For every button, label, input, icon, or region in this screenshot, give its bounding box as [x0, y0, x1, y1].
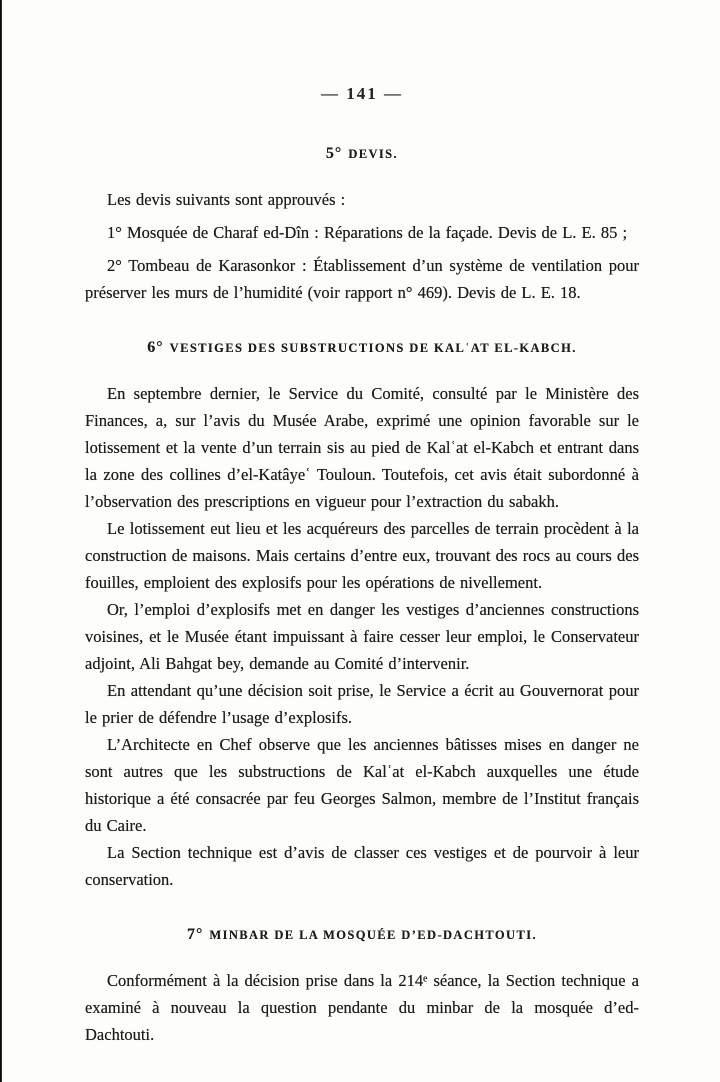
paragraph: La Section technique est d’avis de classer ces vestiges et de pourvoir à leur conservation. [85, 843, 639, 889]
paragraph: En attendant qu’une décision soit prise, le Service a écrit au Gouvernorat pour le prier de défendre l’usage d’explosifs. [85, 681, 639, 727]
paragraph: Conformément à la décision prise dans la 214ᵉ séance, la Section technique a examiné à nouveau la question pendante du minbar de la mosquée d’ed-Dachtouti. [85, 971, 639, 1044]
paragraph: Or, l’emploi d’explosifs met en danger les vestiges d’anciennes constructions voisines, et le Musée étant impuissant à faire cesser leur emploi, le Conservateur adjoint, Ali Bahgat bey, demande au Comité d’intervenir. [85, 600, 639, 673]
heading-number: 6° [147, 339, 164, 356]
paragraph: 1° Mosquée de Charaf ed-Dîn : Réparations de la façade. Devis de L. E. 85 ; [107, 223, 628, 242]
paragraph: Le lotissement eut lieu et les acquéreurs des parcelles de terrain procèdent à la construction de maisons. Mais certains d’entre eux, trouvant des rocs au cours des fouilles, emploient des explosifs pour les opérations de nivellement. [85, 519, 639, 592]
paragraph: L’Architecte en Chef observe que les anciennes bâtisses mises en danger ne sont autres que les substructions de Kalʿat el-Kabch auxquelles une étude historique a été consacrée par feu Georges Salmon, membre de l’Institut français du Caire. [85, 735, 639, 835]
section-minbar-ed-dachtouti [85, 919, 639, 1048]
heading-text: MINBAR DE LA MOSQUÉE D’ED-DACHTOUTI. [209, 928, 538, 942]
section-heading-devis [85, 138, 639, 165]
heading-text: VESTIGES DES SUBSTRUCTIONS DE KALʿAT EL-KABCH. [169, 341, 577, 355]
heading-text: DEVIS. [348, 147, 399, 161]
paragraph: Les devis suivants sont approuvés : [107, 190, 346, 209]
paragraph: 2° Tombeau de Karasonkor : Établissement d’un système de ventilation pour préserver les murs de l’humidité (voir rapport n° 469). Devis de L. E. 18. [85, 256, 639, 302]
section-heading-vestiges [85, 332, 639, 359]
heading-number: 7° [186, 926, 204, 943]
paragraph: En septembre dernier, le Service du Comité, consulté par le Ministère des Finances, a, sur l’avis du Musée Arabe, exprimé une opinion favorable sur le lotissement et la vente d’un terrain sis au pied de Kalʿat el-Kabch et entrant dans la zone des collines d’el-Katâyeʿ Touloun. Toutefois, cet avis était subordonné à l’observation des prescriptions en vigueur pour l’extraction du sabakh. [85, 384, 639, 511]
heading-number: 5° [325, 145, 343, 162]
section-heading-minbar [85, 919, 639, 946]
section-vestiges-kalat-el-kabch [85, 332, 639, 893]
document-page [85, 84, 639, 1048]
scan-edge-artifact [0, 0, 2, 1082]
page-number: — 141 — [321, 84, 403, 103]
section-devis [85, 138, 639, 306]
